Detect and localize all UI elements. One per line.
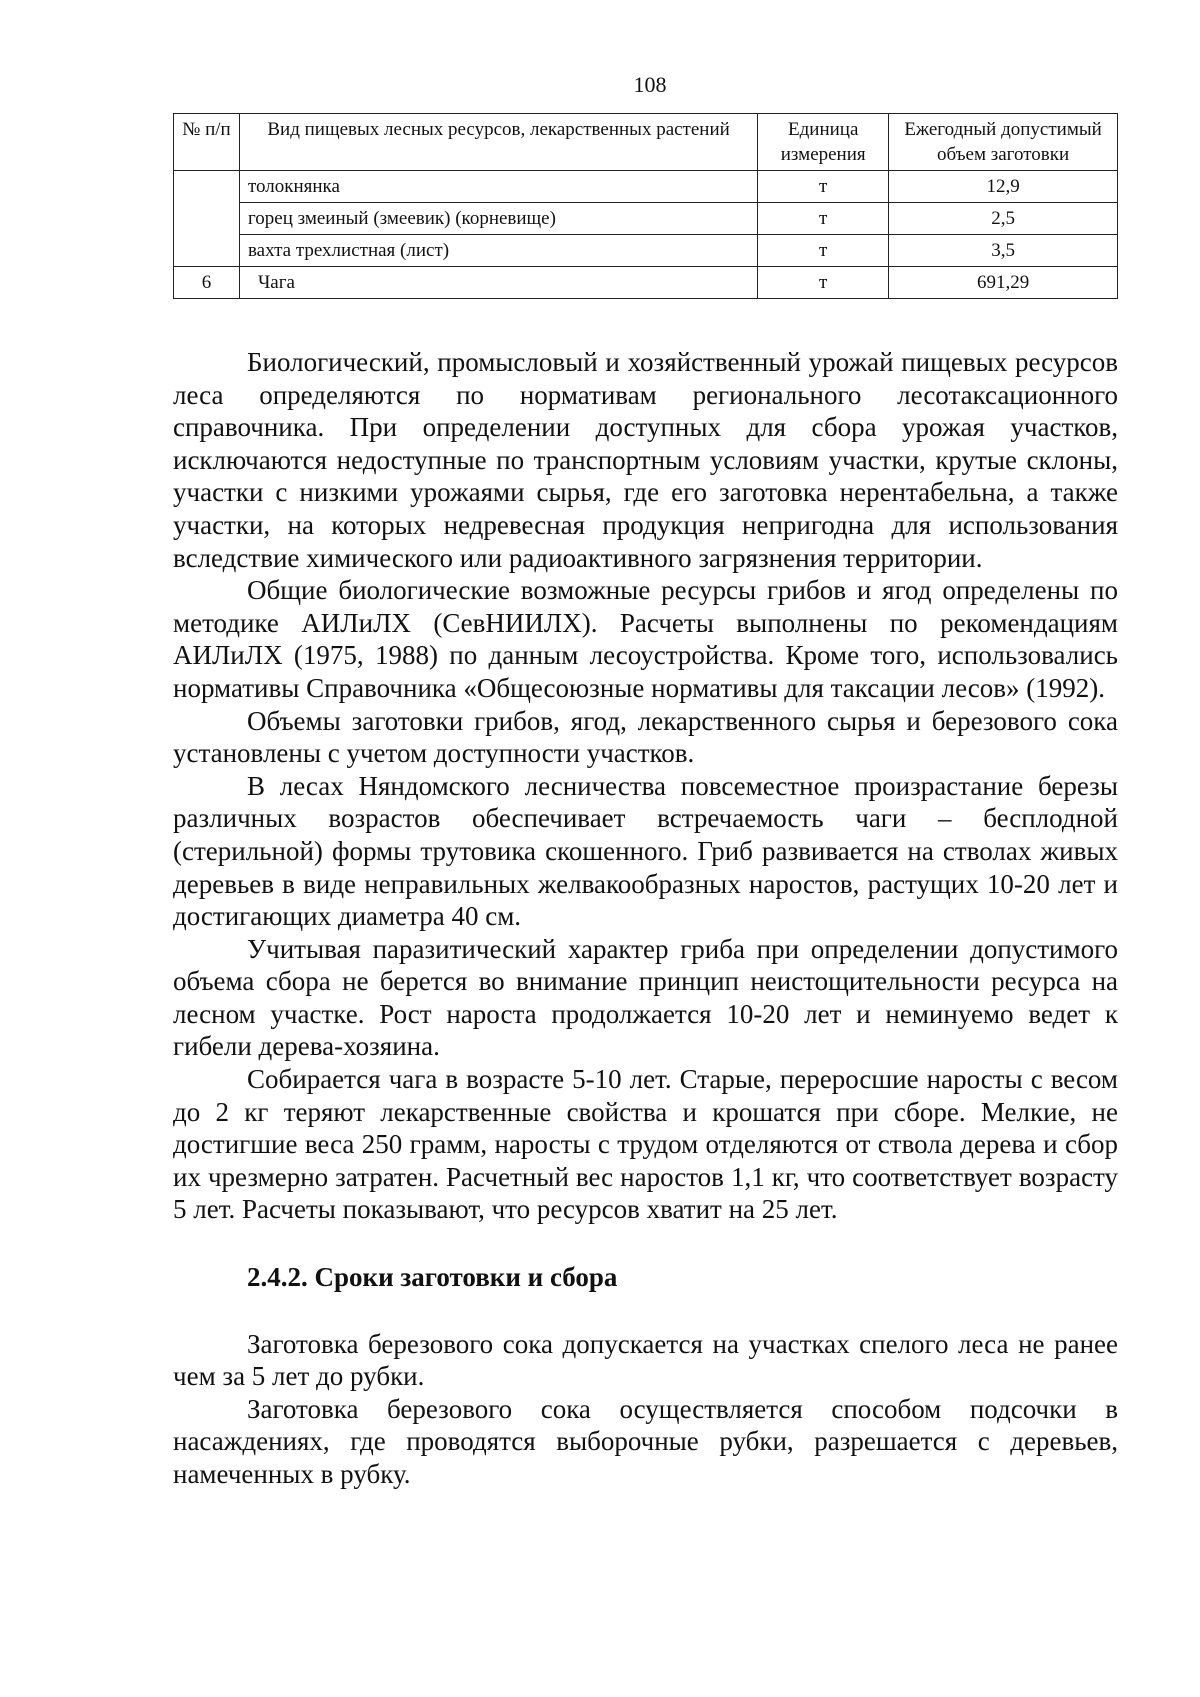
- row-resource-name: толокнянка: [239, 171, 757, 203]
- resources-table: [173, 113, 1118, 299]
- header-unit: Единица измерения: [758, 114, 889, 171]
- paragraph-harvest-yield: Биологический, промысловый и хозяйственный урожай пищевых ресурсов леса определяются по нормативам регионального лесотаксационного справочника. При определении доступных для сбора урожая участков, исключаются недоступные по транспортным условиям участки, крутые склоны, участки с низкими урожаями сырья, где его заготовка нерентабельна, а также участки, на которых недревесная продукция непригодна для использования вследствие химического или радиоактивного загрязнения территории.: [173, 347, 1118, 573]
- row-unit: т: [758, 235, 889, 267]
- row-volume: 691,29: [889, 267, 1118, 299]
- row-volume: 12,9: [889, 171, 1118, 203]
- header-resource-type: Вид пищевых лесных ресурсов, лекарственных растений: [239, 114, 757, 171]
- row-number: [174, 171, 240, 267]
- table-header-row: [174, 114, 1118, 171]
- page-number: 108: [633, 72, 667, 97]
- table-row: [174, 235, 1118, 267]
- row-unit: т: [758, 267, 889, 299]
- row-unit: т: [758, 203, 889, 235]
- row-volume: 3,5: [889, 235, 1118, 267]
- section-heading: 2.4.2. Сроки заготовки и сбора: [247, 1262, 618, 1293]
- paragraph-parasitic-nature: Учитывая паразитический характер гриба при определении допустимого объема сбора не берется во внимание принцип неистощительности ресурса на лесном участке. Рост нароста продолжается 10-20 лет и неминуемо ведет к гибели дерева-хозяина.: [173, 933, 1118, 1062]
- table-row: [174, 171, 1118, 203]
- paragraph-sap-method: Заготовка березового сока осуществляется способом подсочки в насаждениях, где проводятся выборочные рубки, разрешается с деревьев, намеченных в рубку.: [173, 1393, 1118, 1489]
- paragraph-methodology: Общие биологические возможные ресурсы грибов и ягод определены по методике АИЛиЛХ (СевНИИЛХ). Расчеты выполнены по рекомендациям АИЛиЛХ (1975, 1988) по данным лесоустройства. Кроме того, использовались нормативы Справочника «Общесоюзные нормативы для таксации лесов» (1992).: [173, 575, 1118, 703]
- row-resource-name: Чага: [239, 267, 757, 299]
- table-row: [174, 203, 1118, 235]
- table-row: [174, 267, 1118, 299]
- row-volume: 2,5: [889, 203, 1118, 235]
- header-number: № п/п: [174, 114, 240, 171]
- body-text: [173, 346, 1118, 1491]
- paragraph-chaga-occurrence: В лесах Няндомского лесничества повсеместное произрастание березы различных возрастов обеспечивает встречаемость чаги – бесплодной (стерильной) формы трутовика скошенного. Гриб развивается на стволах живых деревьев в виде неправильных желвакообразных наростов, растущих 10-20 лет и достигающих диаметра 40 см.: [173, 770, 1118, 932]
- paragraph-sap-timing: Заготовка березового сока допускается на участках спелого леса не ранее чем за 5 лет до рубки.: [173, 1328, 1118, 1392]
- row-number: 6: [174, 267, 240, 299]
- paragraph-collection-age: Собирается чага в возрасте 5-10 лет. Старые, переросшие наросты с весом до 2 кг теряют лекарственные свойства и крошатся при сборе. Мелкие, не достигшие веса 250 грамм, наросты с трудом отделяются от ствола дерева и сбор их чрезмерно затратен. Расчетный вес наростов 1,1 кг, что соответствует возрасту 5 лет. Расчеты показывают, что ресурсов хватит на 25 лет.: [173, 1064, 1118, 1225]
- row-resource-name: горец змеиный (змеевик) (корневище): [239, 203, 757, 235]
- row-unit: т: [758, 171, 889, 203]
- row-resource-name: вахта трехлистная (лист): [239, 235, 757, 267]
- header-annual-volume: Ежегодный допустимый объем заготовки: [889, 114, 1118, 171]
- paragraph-volumes: Объемы заготовки грибов, ягод, лекарственного сырья и березового сока установлены с учетом доступности участков.: [173, 705, 1118, 769]
